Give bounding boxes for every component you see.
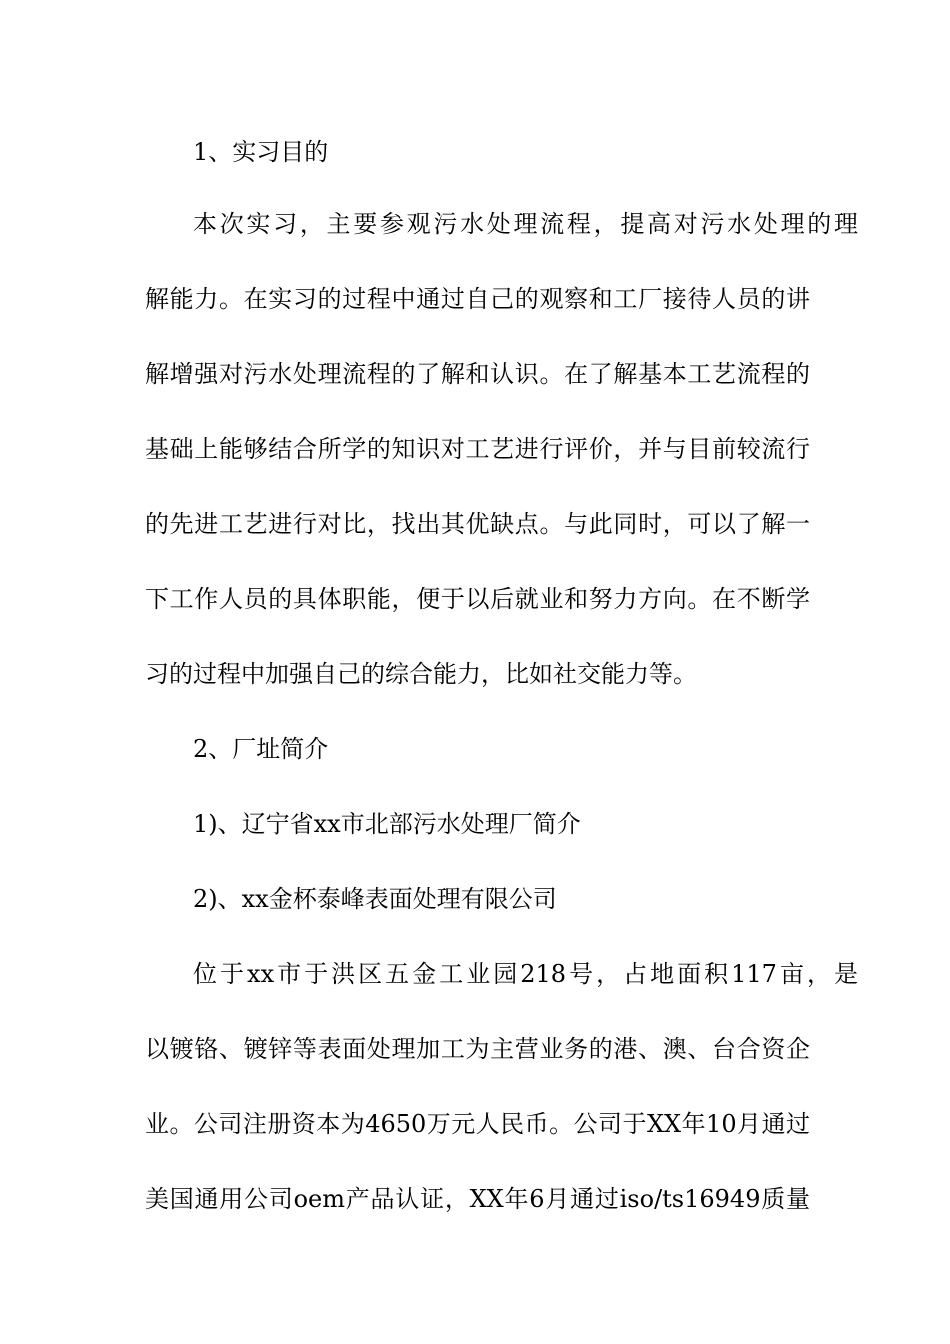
paragraph-line: 的先进工艺进行对比，找出其优缺点。与此同时，可以了解一 <box>145 510 810 538</box>
paragraph-line: 位于xx市于洪区五金工业园218号，占地面积117亩，是 <box>193 960 858 988</box>
paragraph-line: 习的过程中加强自己的综合能力，比如社交能力等。 <box>145 660 697 688</box>
subsection-heading-2: 2)、xx金杯泰峰表面处理有限公司 <box>193 885 557 913</box>
paragraph-line: 解能力。在实习的过程中通过自己的观察和工厂接待人员的讲 <box>145 285 810 313</box>
paragraph-line: 以镀铬、镀锌等表面处理加工为主营业务的港、澳、台合资企 <box>145 1035 810 1063</box>
paragraph-line: 下工作人员的具体职能，便于以后就业和努力方向。在不断学 <box>145 585 810 613</box>
paragraph-line: 本次实习，主要参观污水处理流程，提高对污水处理的理 <box>193 210 858 238</box>
paragraph-line: 解增强对污水处理流程的了解和认识。在了解基本工艺流程的 <box>145 360 810 388</box>
section-heading-site: 2、厂址简介 <box>193 735 329 763</box>
paragraph-line: 基础上能够结合所学的知识对工艺进行评价，并与目前较流行 <box>145 435 810 463</box>
section-heading-purpose: 1、实习目的 <box>193 138 329 166</box>
paragraph-line: 美国通用公司oem产品认证，XX年6月通过iso/ts16949质量 <box>145 1185 810 1213</box>
subsection-heading-1: 1)、辽宁省xx市北部污水处理厂简介 <box>193 810 581 838</box>
paragraph-line: 业。公司注册资本为4650万元人民币。公司于XX年10月通过 <box>145 1110 810 1138</box>
